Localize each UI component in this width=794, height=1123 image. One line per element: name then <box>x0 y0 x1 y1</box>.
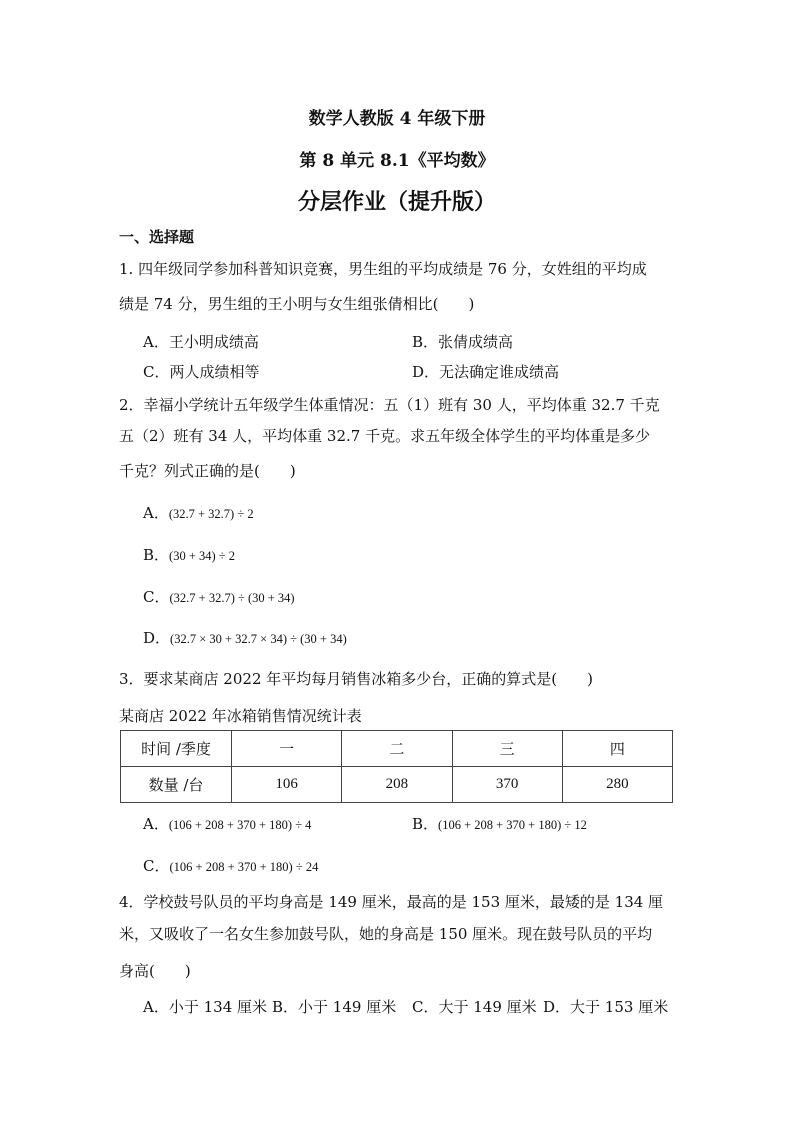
q4-option-c: C．大于 149 厘米 <box>412 998 537 1016</box>
q1-option-d: D．无法确定谁成绩高 <box>412 363 560 381</box>
q4-text-line-2: 米，又吸收了一名女生参加鼓号队，她的身高是 150 厘米。现在鼓号队员的平均 <box>119 925 653 943</box>
table-cell: 370 <box>452 767 562 803</box>
q1-option-c: C．两人成绩相等 <box>143 363 260 381</box>
q4-text-line-3: 身高( ) <box>119 962 191 980</box>
unit-title: 第 8 单元 8.1《平均数》 <box>299 151 495 171</box>
document-title: 数学人教版 4 年级下册 <box>308 109 486 129</box>
q3-text-line-1: 3．要求某商店 2022 年平均每月销售冰箱多少台，正确的算式是( ) <box>119 670 593 688</box>
option-letter: B． <box>143 546 170 564</box>
q4-text-line-1: 4．学校鼓号队员的平均身高是 149 厘米，最高的是 153 厘米，最矮的是 134 厘 <box>119 893 664 911</box>
q3-option-c <box>143 855 318 876</box>
q1-text-line-1: 1. 四年级同学参加科普知识竞赛，男生组的平均成绩是 76 分，女姓组的平均成 <box>119 260 647 278</box>
q2-option-d <box>143 627 347 648</box>
table-cell: 208 <box>342 767 452 803</box>
table-cell: 二 <box>342 731 452 767</box>
option-letter: C． <box>143 857 170 875</box>
option-formula: (30 + 34) ÷ 2 <box>169 549 236 563</box>
q4-option-d: D．大于 153 厘米 <box>543 998 669 1016</box>
option-formula: (106 + 208 + 370 + 180) ÷ 24 <box>169 860 319 874</box>
q3-option-a <box>143 813 311 834</box>
table-cell: 一 <box>232 731 342 767</box>
table-header-row <box>121 731 673 767</box>
table-cell: 时间 /季度 <box>121 731 232 767</box>
option-formula: (32.7 + 32.7) ÷ 2 <box>168 507 254 521</box>
q4-option-a: A．小于 134 厘米 <box>143 998 267 1016</box>
q2-text-line-1: 2．幸福小学统计五年级学生体重情况：五（1）班有 30 人，平均体重 32.7 千克 <box>119 396 660 414</box>
section-heading: 一、选择题 <box>119 228 195 246</box>
table-cell: 三 <box>452 731 562 767</box>
q2-option-b <box>143 544 235 565</box>
option-formula: (106 + 208 + 370 + 180) ÷ 4 <box>168 818 312 832</box>
q1-text-line-2: 绩是 74 分，男生组的王小明与女生组张倩相比( ) <box>119 295 475 313</box>
table-cell: 四 <box>562 731 672 767</box>
option-letter: C． <box>143 588 170 606</box>
q3-option-b <box>412 813 587 834</box>
q2-text-line-3: 千克？列式正确的是( ) <box>119 462 296 480</box>
option-formula: (32.7 × 30 + 32.7 × 34) ÷ (30 + 34) <box>170 632 347 646</box>
option-letter: D． <box>143 629 171 647</box>
q1-option-a: A．王小明成绩高 <box>143 333 259 351</box>
option-letter: A． <box>143 504 169 522</box>
option-letter: B． <box>412 815 439 833</box>
q4-option-b: B．小于 149 厘米 <box>272 998 397 1016</box>
q2-text-line-2: 五（2）班有 34 人，平均体重 32.7 千克。求五年级全体学生的平均体重是多少 <box>119 427 651 445</box>
table-cell: 280 <box>562 767 672 803</box>
table-cell: 数量 /台 <box>121 767 232 803</box>
q2-option-a <box>143 502 254 523</box>
q1-option-b: B．张倩成绩高 <box>412 333 514 351</box>
option-formula: (106 + 208 + 370 + 180) ÷ 12 <box>438 818 587 832</box>
table-cell: 106 <box>232 767 342 803</box>
q2-option-c <box>143 586 295 607</box>
option-letter: A． <box>143 815 169 833</box>
worksheet-title: 分层作业（提升版） <box>297 190 496 215</box>
sales-table <box>120 730 673 803</box>
table-row <box>121 767 673 803</box>
table-caption: 某商店 2022 年冰箱销售情况统计表 <box>119 707 362 725</box>
option-formula: (32.7 + 32.7) ÷ (30 + 34) <box>169 591 295 605</box>
